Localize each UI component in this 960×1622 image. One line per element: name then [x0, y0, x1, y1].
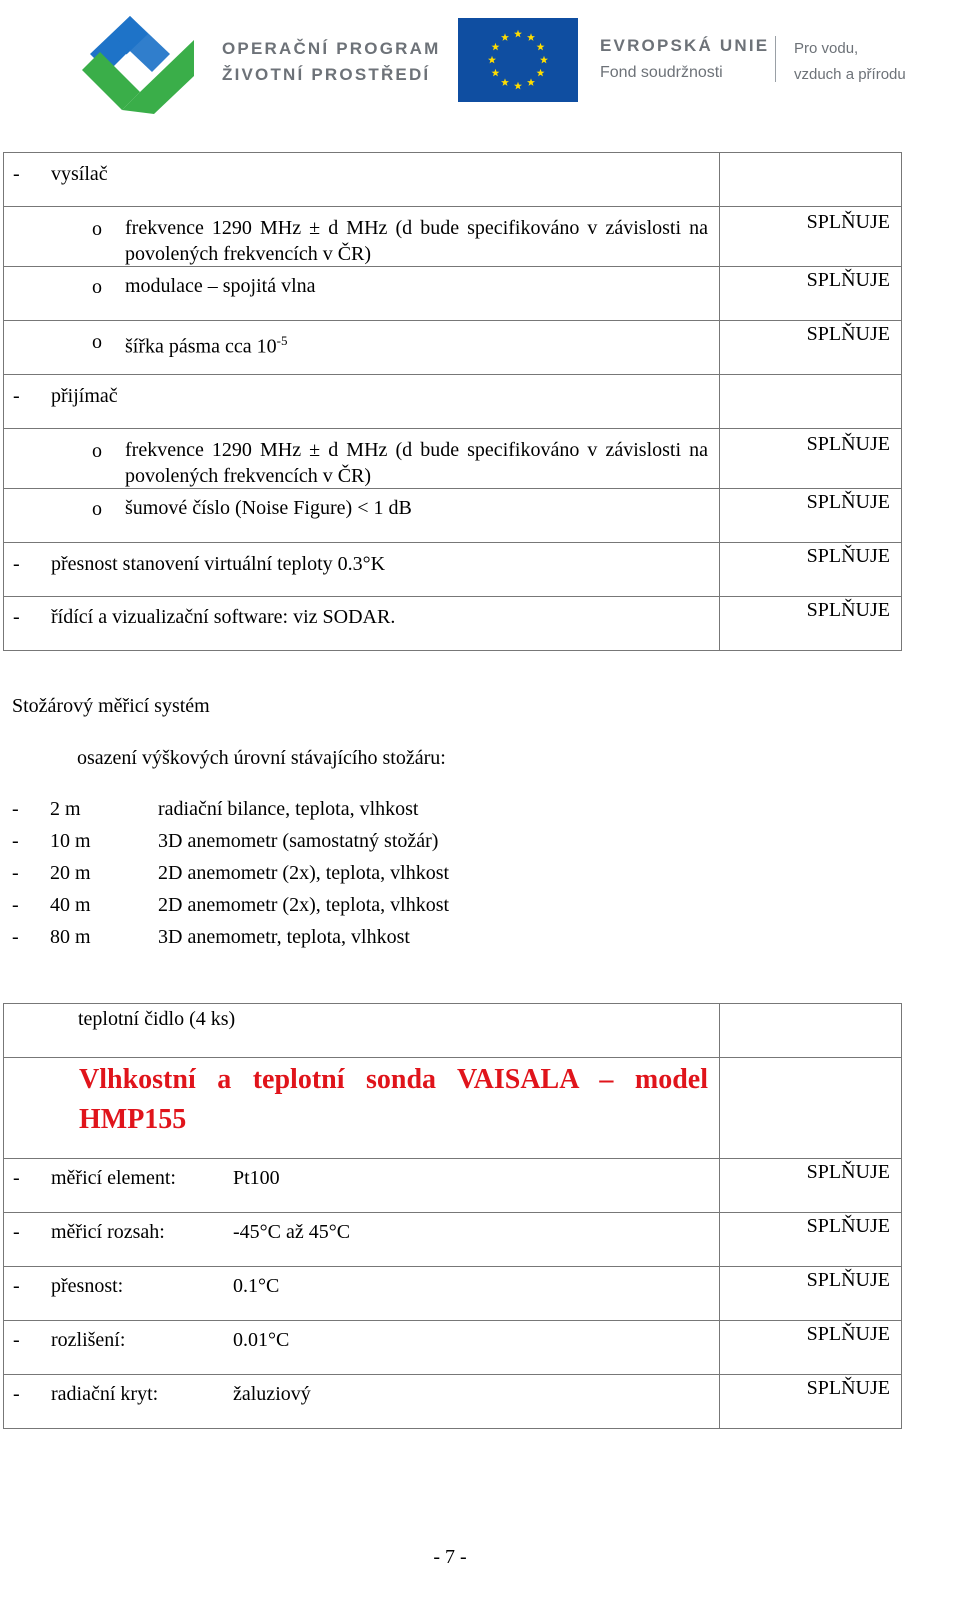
eu-logo-line1: EVROPSKÁ UNIE: [600, 36, 770, 55]
list-dash: -: [12, 926, 19, 948]
receiver-frequency: frekvence 1290 MHz ± d MHz (d bude specifikováno v závislosti na povolených frekvencích v ČR): [125, 439, 708, 487]
table-row: [4, 153, 902, 207]
list-item: [0, 862, 900, 892]
status-badge: SPLŇUJE: [806, 545, 890, 567]
status-badge: SPLŇUJE: [806, 1323, 890, 1345]
bullet: o: [92, 331, 102, 353]
mast-height: 40 m: [50, 894, 91, 916]
table-row: [4, 597, 902, 651]
list-dash: -: [13, 1167, 20, 1189]
param-value: 0.01°C: [233, 1329, 290, 1351]
list-item: [0, 894, 900, 924]
mast-equipment: 2D anemometr (2x), teplota, vlhkost: [158, 894, 450, 916]
list-dash: -: [13, 1329, 20, 1351]
bandwidth-exponent: -5: [276, 333, 288, 348]
param-value: -45°C až 45°C: [233, 1221, 351, 1243]
param-value: žaluziový: [233, 1383, 311, 1405]
param-name: přesnost:: [51, 1275, 124, 1297]
list-dash: -: [12, 862, 19, 884]
slogan-line1: Pro vodu,: [794, 40, 859, 57]
logo-divider: [775, 36, 776, 82]
software-note: řídící a vizualizační software: viz SODAR.: [51, 606, 396, 628]
section-title: Stožárový měřicí systém: [12, 695, 210, 717]
list-dash: -: [13, 1221, 20, 1243]
status-badge: SPLŇUJE: [806, 1161, 890, 1183]
param-name: měřicí rozsah:: [51, 1221, 165, 1243]
page-header: [0, 0, 960, 120]
status-badge: SPLŇUJE: [806, 211, 890, 233]
mast-equipment: 2D anemometr (2x), teplota, vlhkost: [158, 862, 450, 884]
table-row: [4, 1213, 902, 1267]
table-row: [4, 489, 902, 543]
list-dash: -: [13, 163, 20, 185]
mast-height: 80 m: [50, 926, 91, 948]
list-dash: -: [13, 1383, 20, 1405]
transmitter-label: vysílač: [51, 163, 108, 185]
list-dash: -: [12, 894, 19, 916]
param-name: měřicí element:: [51, 1167, 176, 1189]
bullet: o: [92, 440, 102, 462]
mast-height: 2 m: [50, 798, 81, 820]
virtual-temperature-accuracy: přesnost stanovení virtuální teploty 0.3°K: [51, 553, 386, 575]
transmitter-bandwidth: [125, 328, 708, 360]
list-dash: -: [13, 385, 20, 407]
list-dash: -: [13, 606, 20, 628]
list-dash: -: [13, 553, 20, 575]
table-row: [4, 267, 902, 321]
op-logo-line2: ŽIVOTNÍ PROSTŘEDÍ: [222, 65, 431, 84]
status-badge: SPLŇUJE: [806, 269, 890, 291]
param-value: Pt100: [233, 1167, 280, 1189]
table-row: [4, 429, 902, 489]
spec-table-probe: [3, 1003, 902, 1429]
mast-height: 20 m: [50, 862, 91, 884]
table-row: [4, 1058, 902, 1159]
slogan: [794, 36, 906, 88]
mast-equipment: 3D anemometr, teplota, vlhkost: [158, 926, 410, 948]
list-item: [0, 926, 900, 956]
mast-height: 10 m: [50, 830, 91, 852]
table-row: [4, 1321, 902, 1375]
page-number: - 7 -: [433, 1546, 467, 1568]
table-row: [4, 207, 902, 267]
list-dash: -: [13, 1275, 20, 1297]
param-name: rozlišení:: [51, 1329, 126, 1351]
table-row: [4, 321, 902, 375]
table-row: [4, 375, 902, 429]
list-item: [0, 830, 900, 860]
status-badge: SPLŇUJE: [806, 1377, 890, 1399]
spec-table-sodar: [3, 152, 902, 651]
bullet: o: [92, 276, 102, 298]
receiver-label: přijímač: [51, 385, 118, 407]
mast-equipment: 3D anemometr (samostatný stožár): [158, 830, 439, 852]
table-row: [4, 1004, 902, 1058]
bandwidth-text: šířka pásma cca 10: [125, 335, 277, 358]
transmitter-frequency: frekvence 1290 MHz ± d MHz (d bude specifikováno v závislosti na povolených frekvencích v ČR): [125, 217, 708, 265]
eu-logo-line2: Fond soudržnosti: [600, 64, 723, 81]
status-badge: SPLŇUJE: [806, 433, 890, 455]
op-logo-text: [222, 36, 440, 88]
sensor-label: teplotní čidlo (4 ks): [78, 1008, 236, 1030]
transmitter-modulation: modulace – spojitá vlna: [125, 275, 316, 297]
bullet: o: [92, 218, 102, 240]
param-value: 0.1°C: [233, 1275, 280, 1297]
list-dash: -: [12, 830, 19, 852]
eu-flag-icon: [458, 18, 578, 102]
slogan-line2: vzduch a přírodu: [794, 66, 906, 83]
list-dash: -: [12, 798, 19, 820]
receiver-noise-figure: šumové číslo (Noise Figure) < 1 dB: [125, 497, 412, 519]
status-badge: SPLŇUJE: [806, 599, 890, 621]
mast-equipment: radiační bilance, teplota, vlhkost: [158, 798, 419, 820]
table-row: [4, 1375, 902, 1429]
table-row: [4, 1159, 902, 1213]
status-badge: SPLŇUJE: [806, 323, 890, 345]
bullet: o: [92, 498, 102, 520]
table-row: [4, 1267, 902, 1321]
status-badge: SPLŇUJE: [806, 1215, 890, 1237]
status-badge: SPLŇUJE: [806, 491, 890, 513]
list-item: [0, 798, 900, 828]
op-logo-line1: OPERAČNÍ PROGRAM: [222, 39, 441, 58]
param-name: radiační kryt:: [51, 1383, 159, 1405]
op-zp-logo: [78, 10, 202, 114]
section-subtitle: osazení výškových úrovní stávajícího stožáru:: [77, 747, 446, 769]
status-badge: SPLŇUJE: [806, 1269, 890, 1291]
product-title: Vlhkostní a teplotní sonda VAISALA – model HMP155: [79, 1064, 708, 1135]
table-row: [4, 543, 902, 597]
